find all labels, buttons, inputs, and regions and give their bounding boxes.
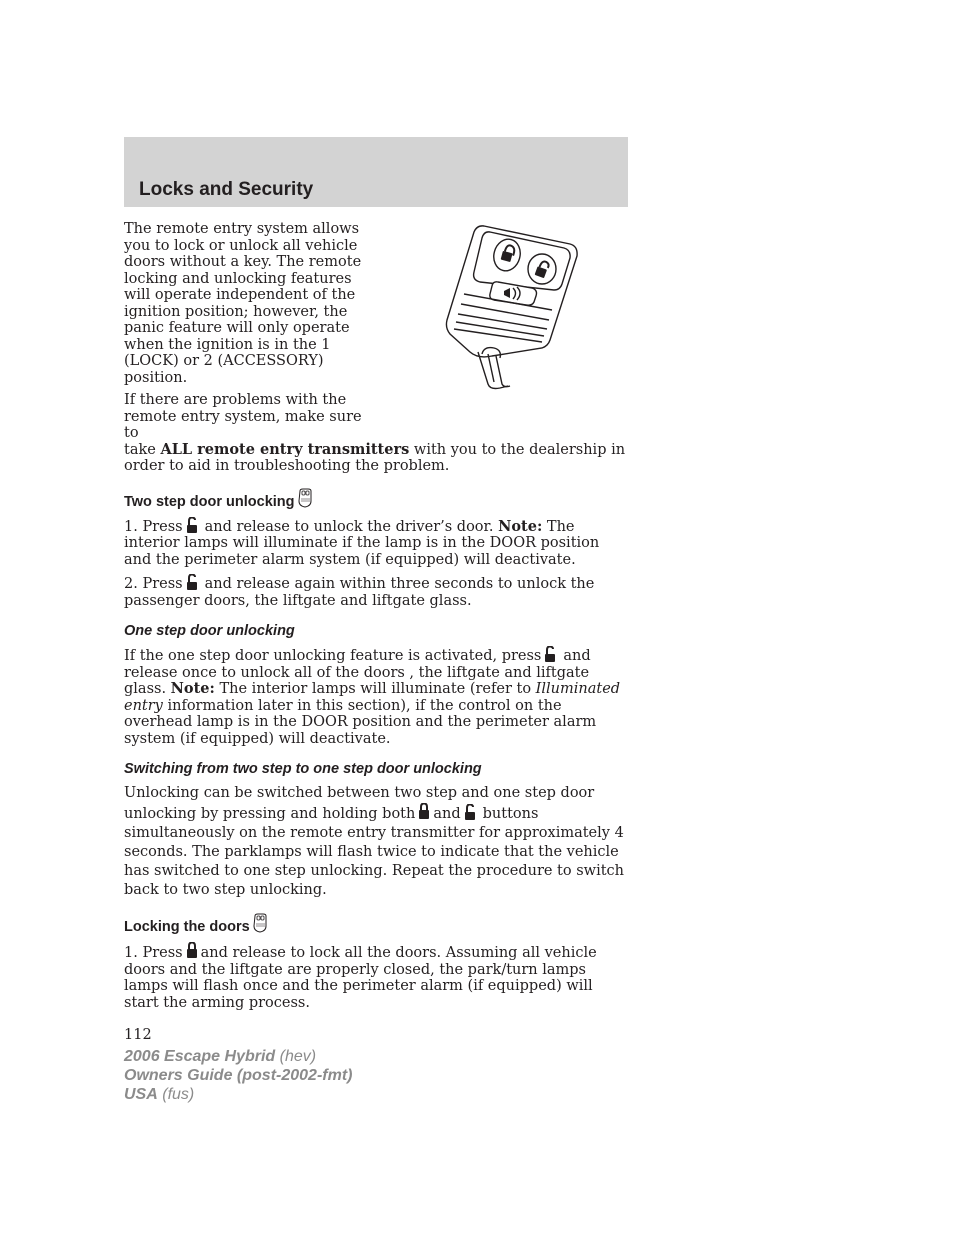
switching-paragraph [124, 784, 628, 900]
intro-paragraph: The remote entry system allows you to lock or unlock all vehicle doors without a key. The remote locking and unlocking features will operate independent of the ignition position; however, the panic feature will only operate when the ignition is in the 1 (LOCK) or 2 (ACCESSORY) position. [124, 221, 362, 386]
locking-step-1 [124, 942, 628, 1011]
two-step-step-2-text: and release again within three seconds to unlock the passenger doors, the liftgate and liftgate glass. [124, 576, 595, 609]
lock-padlock-icon [418, 803, 430, 820]
intro-problems-paragraph [124, 442, 628, 475]
two-step-heading-text: Two step door unlocking [124, 493, 295, 510]
locking-heading [124, 913, 628, 936]
two-step-note-text: The interior lamps will illuminate if the lamp is in the DOOR position and the perimeter alarm system (if equipped) will deactivate. [124, 518, 600, 568]
two-step-step-2-press: 2. Press [124, 576, 183, 592]
one-step-text-a: If the one step door unlocking feature is activated, press [124, 648, 542, 664]
document-footer [124, 1047, 352, 1104]
remote-keyfob-icon [253, 913, 267, 933]
lock-padlock-icon [186, 942, 198, 959]
footer-model-code: (hev) [279, 1048, 317, 1065]
one-step-text-d: information later in this section), if the control on the overhead lamp is in the DOOR position and the perimeter alarm system (if equipped) will deactivate. [124, 697, 597, 747]
remote-keyfob-icon [298, 488, 312, 508]
footer-line-2 [124, 1066, 352, 1085]
switching-and: and [433, 806, 461, 822]
switching-text-b: buttons simultaneously on the remote entry transmitter for approximately 4 seconds. The parklamps will flash twice to indicate that the vehicle has switched to one step unlocking. Repeat the procedure to switch back to two step unlocking. [124, 806, 625, 898]
section-header-band [124, 137, 628, 207]
locking-step-1-text: and release to lock all the doors. Assuming all vehicle doors and the liftgate are properly closed, the park/turn lamps lamps will flash once and the perimeter alarm (if equipped) will start the arming process. [124, 945, 597, 1011]
illuminated-entry-reference: Illuminated entry [124, 681, 621, 714]
switching-text-a: Unlocking can be switched between two step and one step door unlocking by pressing and holding both [124, 785, 595, 822]
footer-line-1 [124, 1047, 352, 1066]
two-step-heading [124, 488, 628, 511]
footer-market: USA [124, 1086, 158, 1103]
one-step-note-label: Note: [170, 680, 215, 697]
intro-problems-start: If there are problems with the remote entry system, make sure to [124, 392, 362, 441]
one-step-heading: One step door unlocking [124, 623, 295, 639]
footer-guide-format: Owners Guide (post-2002-fmt) [124, 1067, 353, 1084]
intro-block [124, 221, 376, 442]
intro-problems-end: with you to the dealership in order to aid in troubleshooting the problem. [124, 441, 626, 474]
unlock-padlock-icon [186, 517, 202, 533]
intro-bold-transmitters: ALL remote entry transmitters [160, 440, 410, 458]
section-title: Locks and Security [139, 179, 314, 200]
locking-step-1-press: 1. Press [124, 945, 183, 961]
unlock-padlock-icon [464, 804, 480, 820]
two-step-step-1-text: and release to unlock the driver’s door. [204, 518, 494, 535]
intro-take-text: take [124, 441, 156, 458]
unlock-padlock-icon [186, 574, 202, 590]
switching-heading: Switching from two step to one step door unlocking [124, 761, 482, 777]
unlock-padlock-icon [544, 646, 560, 662]
one-step-paragraph [124, 646, 628, 747]
two-step-step-1-press: 1. Press [124, 518, 183, 535]
footer-line-3 [124, 1085, 352, 1104]
footer-market-code: (fus) [162, 1086, 195, 1103]
footer-model: 2006 Escape Hybrid [124, 1048, 276, 1065]
two-step-note-label: Note: [498, 517, 543, 535]
two-step-step-2 [124, 574, 628, 609]
locking-heading-text: Locking the doors [124, 919, 250, 935]
one-step-text-c: The interior lamps will illuminate (refer to [219, 681, 532, 697]
one-step-text-b: and release once to unlock all of the doors , the liftgate and liftgate glass. [124, 648, 591, 697]
page-content [124, 221, 628, 1044]
page-number: 112 [124, 1027, 152, 1043]
two-step-step-1 [124, 517, 628, 569]
